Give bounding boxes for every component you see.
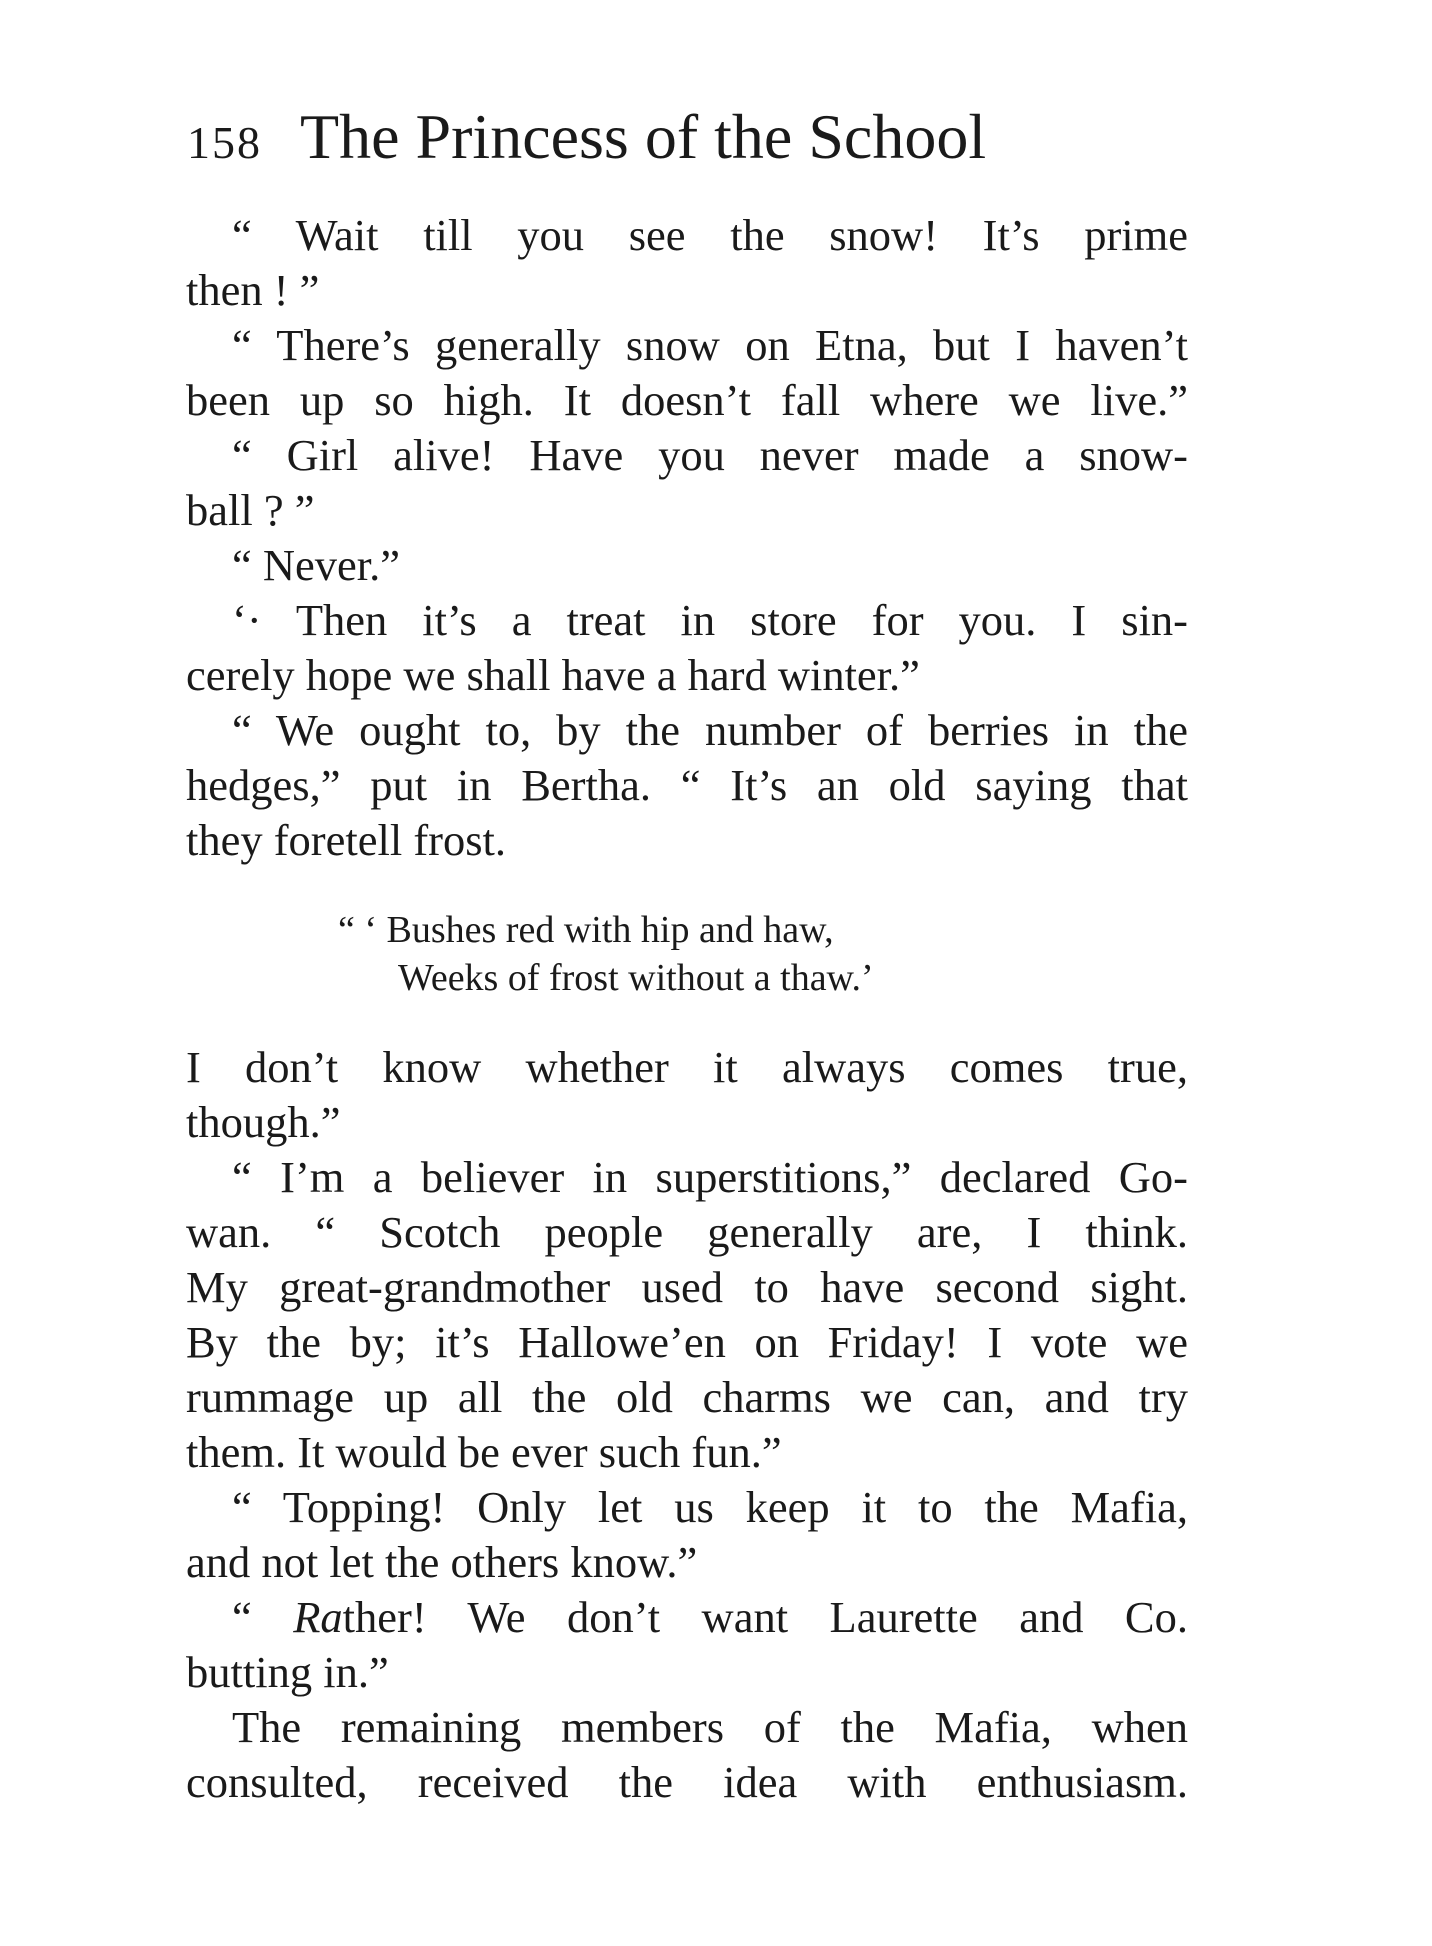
- text-line: “ Topping! Only let us keep it to the Mafia,: [232, 1482, 1188, 1532]
- text-line: ‘· Then it’s a treat in store for you. I sin-: [232, 595, 1188, 645]
- open-quote: “: [232, 1592, 294, 1642]
- text-line: “ I’m a believer in superstitions,” declared Go-: [232, 1152, 1188, 1202]
- text-line: ball ? ”: [186, 485, 315, 535]
- body-text: [186, 208, 1188, 1810]
- text-line: them. It would be ever such fun.”: [186, 1427, 782, 1477]
- text-line: “ There’s generally snow on Etna, but I haven’t: [232, 320, 1188, 370]
- text-line: I don’t know whether it always comes true,: [186, 1042, 1188, 1092]
- text-line: “ Girl alive! Have you never made a snow-: [232, 430, 1188, 480]
- text-line: My great-grandmother used to have second sight.: [186, 1262, 1188, 1312]
- text-line: cerely hope we shall have a hard winter.”: [186, 650, 920, 700]
- verse-line: Weeks of frost without a thaw.’: [398, 957, 874, 999]
- text-line: hedges,” put in Bertha. “ It’s an old saying that: [186, 760, 1188, 810]
- text-line: then ! ”: [186, 265, 320, 315]
- page-header: [187, 100, 1187, 180]
- text-line: rummage up all the old charms we can, and try: [186, 1372, 1188, 1422]
- italic-emphasis: Ra: [293, 1592, 343, 1642]
- text-line-with-italic: [186, 1590, 1188, 1645]
- text-line: been up so high. It doesn’t fall where we live.”: [186, 375, 1188, 425]
- page-number: 158: [187, 117, 262, 168]
- running-title: The Princess of the School: [300, 101, 987, 172]
- text-line: wan. “ Scotch people generally are, I think.: [186, 1207, 1188, 1257]
- verse-line: “ ‘ Bushes red with hip and haw,: [338, 909, 834, 951]
- text-line: “ Never.”: [232, 540, 401, 590]
- text-line: consulted, received the idea with enthusiasm.: [186, 1757, 1188, 1807]
- text-line: though.”: [186, 1097, 341, 1147]
- text-line: The remaining members of the Mafia, when: [232, 1702, 1188, 1752]
- text-line: “ We ought to, by the number of berries in the: [232, 705, 1188, 755]
- text-line: butting in.”: [186, 1647, 389, 1697]
- line-rest: ther! We don’t want Laurette and Co.: [342, 1592, 1188, 1642]
- text-line: By the by; it’s Hallowe’en on Friday! I vote we: [186, 1317, 1188, 1367]
- text-line: and not let the others know.”: [186, 1537, 698, 1587]
- verse-quote: [338, 906, 1188, 1002]
- text-line: “ Wait till you see the snow! It’s prime: [232, 210, 1188, 260]
- text-line: they foretell frost.: [186, 815, 507, 865]
